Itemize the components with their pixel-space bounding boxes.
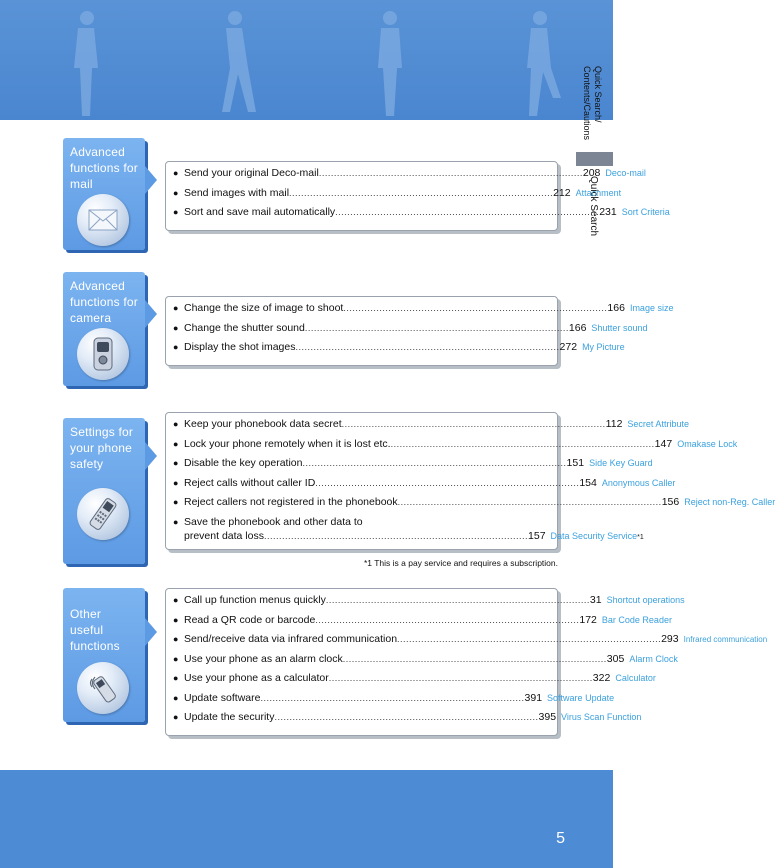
category-title-line: Settings for bbox=[70, 425, 134, 439]
category-box bbox=[63, 272, 145, 386]
item-ref-link[interactable]: Deco-mail bbox=[605, 168, 646, 178]
header-banner bbox=[0, 0, 613, 120]
list-item[interactable]: ● Save the phonebook and other data to prevent data loss ........................................................................................ 157 Data Security Service*1 bbox=[173, 515, 644, 542]
item-text: Reject calls without caller ID bbox=[184, 476, 316, 489]
category-box bbox=[63, 138, 145, 250]
item-text: Lock your phone remotely when it is lost etc. bbox=[184, 437, 391, 450]
footer-banner bbox=[0, 770, 613, 868]
item-text: Update software bbox=[184, 691, 261, 704]
category-title-line: safety bbox=[70, 457, 104, 471]
footnote-mark: *1 bbox=[637, 533, 644, 541]
item-page: 293 bbox=[661, 633, 679, 645]
item-page: 157 bbox=[528, 529, 546, 542]
item-page: 147 bbox=[654, 437, 673, 450]
item-ref-link[interactable]: Reject non-Reg. Caller bbox=[684, 497, 776, 507]
item-text: Keep your phonebook data secret bbox=[184, 418, 342, 430]
infrared-phone-icon bbox=[77, 662, 129, 714]
item-text-line1: Save the phonebook and other data to bbox=[184, 515, 363, 528]
item-text: Update the security bbox=[184, 711, 275, 723]
phone-icon bbox=[77, 488, 129, 540]
list-item[interactable]: ● Sort and save mail automatically ........................................................................................ 231 Sort Criteria bbox=[173, 206, 549, 226]
item-page: 305 bbox=[606, 652, 625, 665]
item-page: 212 bbox=[553, 186, 571, 199]
item-text: Use your phone as a calculator bbox=[184, 672, 329, 684]
item-ref-link[interactable]: Data Security Service bbox=[550, 530, 638, 541]
item-ref-link[interactable]: Shutter sound bbox=[591, 322, 648, 333]
footnote: *1 This is a pay service and requires a subscription. bbox=[363, 558, 558, 568]
item-page: 166 bbox=[607, 302, 625, 314]
item-ref-link[interactable]: Calculator bbox=[615, 673, 656, 683]
person-silhouette-icon bbox=[60, 8, 110, 118]
item-text: Send images with mail bbox=[184, 186, 290, 199]
item-ref-link[interactable]: Software Update bbox=[547, 692, 615, 703]
feature-list bbox=[165, 296, 674, 366]
list-item[interactable]: ● Call up function menus quickly ........................................................................................ 31 Shortcut operations bbox=[173, 594, 549, 614]
item-page: 112 bbox=[605, 418, 623, 430]
feature-list bbox=[165, 588, 768, 736]
item-ref-link[interactable]: Side Key Guard bbox=[589, 458, 653, 468]
item-text: Sort and save mail automatically bbox=[184, 206, 336, 218]
category-title-line: your phone bbox=[70, 441, 133, 455]
item-ref-link[interactable]: My Picture bbox=[582, 342, 625, 352]
list-item[interactable]: ● Use your phone as a calculator ........................................................................................ 322 Calculator bbox=[173, 672, 549, 692]
person-silhouette-icon bbox=[210, 8, 260, 118]
category-arrow bbox=[145, 442, 157, 470]
item-ref-link[interactable]: Omakase Lock bbox=[677, 438, 738, 449]
category-arrow bbox=[145, 300, 157, 328]
item-ref-link[interactable]: Sort Criteria bbox=[621, 207, 670, 217]
category-title-line: functions bbox=[70, 639, 120, 653]
item-page: 322 bbox=[592, 672, 611, 684]
category-title-line: functions for bbox=[70, 161, 138, 175]
item-page: 272 bbox=[559, 341, 578, 353]
item-text: Change the shutter sound bbox=[184, 321, 305, 334]
item-page: 156 bbox=[661, 496, 680, 508]
category-title-line: functions for bbox=[70, 295, 138, 309]
person-silhouette-icon bbox=[365, 8, 415, 118]
item-page: 391 bbox=[524, 691, 543, 704]
list-item[interactable]: ● Send images with mail ........................................................................................ 212 Attachment bbox=[173, 187, 549, 207]
item-text: Read a QR code or barcode bbox=[184, 613, 316, 626]
item-text: Disable the key operation bbox=[184, 457, 303, 469]
item-text: Send your original Deco-mail bbox=[184, 167, 319, 179]
category-title-line: camera bbox=[70, 311, 112, 325]
item-ref-link[interactable]: Image size bbox=[629, 303, 674, 313]
item-text: Display the shot images bbox=[184, 341, 296, 353]
category-arrow bbox=[145, 618, 157, 646]
item-text: Change the size of image to shoot bbox=[184, 302, 344, 314]
category-box bbox=[63, 588, 145, 722]
category-title-line: useful bbox=[70, 623, 104, 637]
category-title-line: Advanced bbox=[70, 145, 125, 159]
item-ref-link[interactable]: Secret Attribute bbox=[627, 419, 689, 429]
list-item[interactable]: ● Reject calls without caller ID ........................................................................................ 154 Anonymous Caller bbox=[173, 477, 549, 497]
list-item[interactable]: ● Change the shutter sound ........................................................................................ 166 Shutter sound bbox=[173, 322, 549, 342]
item-text: Use your phone as an alarm clock bbox=[184, 652, 343, 665]
item-text: Call up function menus quickly bbox=[184, 594, 326, 606]
list-item[interactable]: ● Send/receive data via infrared communication ........................................................................................ 293 Infrared communication bbox=[173, 633, 549, 653]
item-ref-link[interactable]: Shortcut operations bbox=[606, 595, 685, 605]
item-page: 231 bbox=[599, 206, 617, 218]
list-item[interactable]: ● Send your original Deco-mail ........................................................................................ 208 Deco-mail bbox=[173, 167, 549, 187]
side-tab-label-line1: Quick Search/ bbox=[593, 66, 603, 123]
feature-list bbox=[165, 412, 776, 550]
list-item[interactable]: ● Reject callers not registered in the phonebook ........................................................................................ 156 Reject non-Reg. Caller bbox=[173, 496, 549, 516]
item-text: prevent data loss bbox=[184, 529, 264, 542]
item-text: Send/receive data via infrared communication bbox=[184, 633, 398, 645]
item-page: 154 bbox=[579, 476, 597, 489]
side-tab-contents[interactable] bbox=[577, 62, 613, 162]
category-arrow bbox=[145, 166, 157, 194]
category-title-line: Advanced bbox=[70, 279, 125, 293]
camera-icon bbox=[77, 328, 129, 380]
category-title-line: mail bbox=[70, 177, 93, 191]
item-ref-link[interactable]: Anonymous Caller bbox=[601, 477, 676, 488]
item-page: 172 bbox=[579, 613, 597, 626]
item-page: 208 bbox=[582, 167, 601, 179]
envelope-icon bbox=[77, 194, 129, 246]
item-ref-link[interactable]: Bar Code Reader bbox=[601, 614, 672, 625]
category-title-line: Other bbox=[70, 607, 102, 621]
side-tab-indicator bbox=[576, 152, 613, 166]
list-item[interactable]: ● Read a QR code or barcode ........................................................................................ 172 Bar Code Reader bbox=[173, 614, 549, 634]
list-item[interactable]: ● Change the size of image to shoot ........................................................................................ 166 Image size bbox=[173, 302, 549, 322]
list-item[interactable]: ● Display the shot images ........................................................................................ 272 My Picture bbox=[173, 341, 549, 361]
person-silhouette-icon bbox=[515, 8, 565, 118]
item-ref-link[interactable]: Infrared communication bbox=[683, 635, 768, 644]
list-item[interactable]: ● Update the security ........................................................................................ 395 Virus Scan Function bbox=[173, 711, 549, 731]
list-item[interactable]: ● Update software ........................................................................................ 391 Software Update bbox=[173, 692, 549, 712]
list-item[interactable]: ● Disable the key operation ........................................................................................ 151 Side Key Guard bbox=[173, 457, 549, 477]
item-page: 395 bbox=[538, 711, 557, 723]
item-ref-link[interactable]: Alarm Clock bbox=[629, 653, 678, 664]
item-page: 151 bbox=[566, 457, 585, 469]
item-page: 31 bbox=[589, 594, 602, 606]
item-text: Reject callers not registered in the phonebook bbox=[184, 496, 398, 508]
list-item[interactable]: ● Use your phone as an alarm clock ........................................................................................ 305 Alarm Clock bbox=[173, 653, 549, 673]
page-number: 5 bbox=[556, 830, 565, 847]
side-tab-label-line2: Contents/Cautions bbox=[582, 66, 592, 141]
category-box bbox=[63, 418, 145, 564]
item-page: 166 bbox=[568, 321, 587, 334]
list-item[interactable]: ● Keep your phonebook data secret ........................................................................................ 112 Secret Attribute bbox=[173, 418, 549, 438]
list-item[interactable]: ● Lock your phone remotely when it is lost etc. ........................................................................................ 147 Omakase Lock bbox=[173, 438, 549, 458]
side-tab-quick-search[interactable]: Quick Search bbox=[588, 176, 599, 237]
item-ref-link[interactable]: Virus Scan Function bbox=[561, 712, 642, 722]
item-ref-link[interactable]: Attachment bbox=[575, 187, 622, 198]
